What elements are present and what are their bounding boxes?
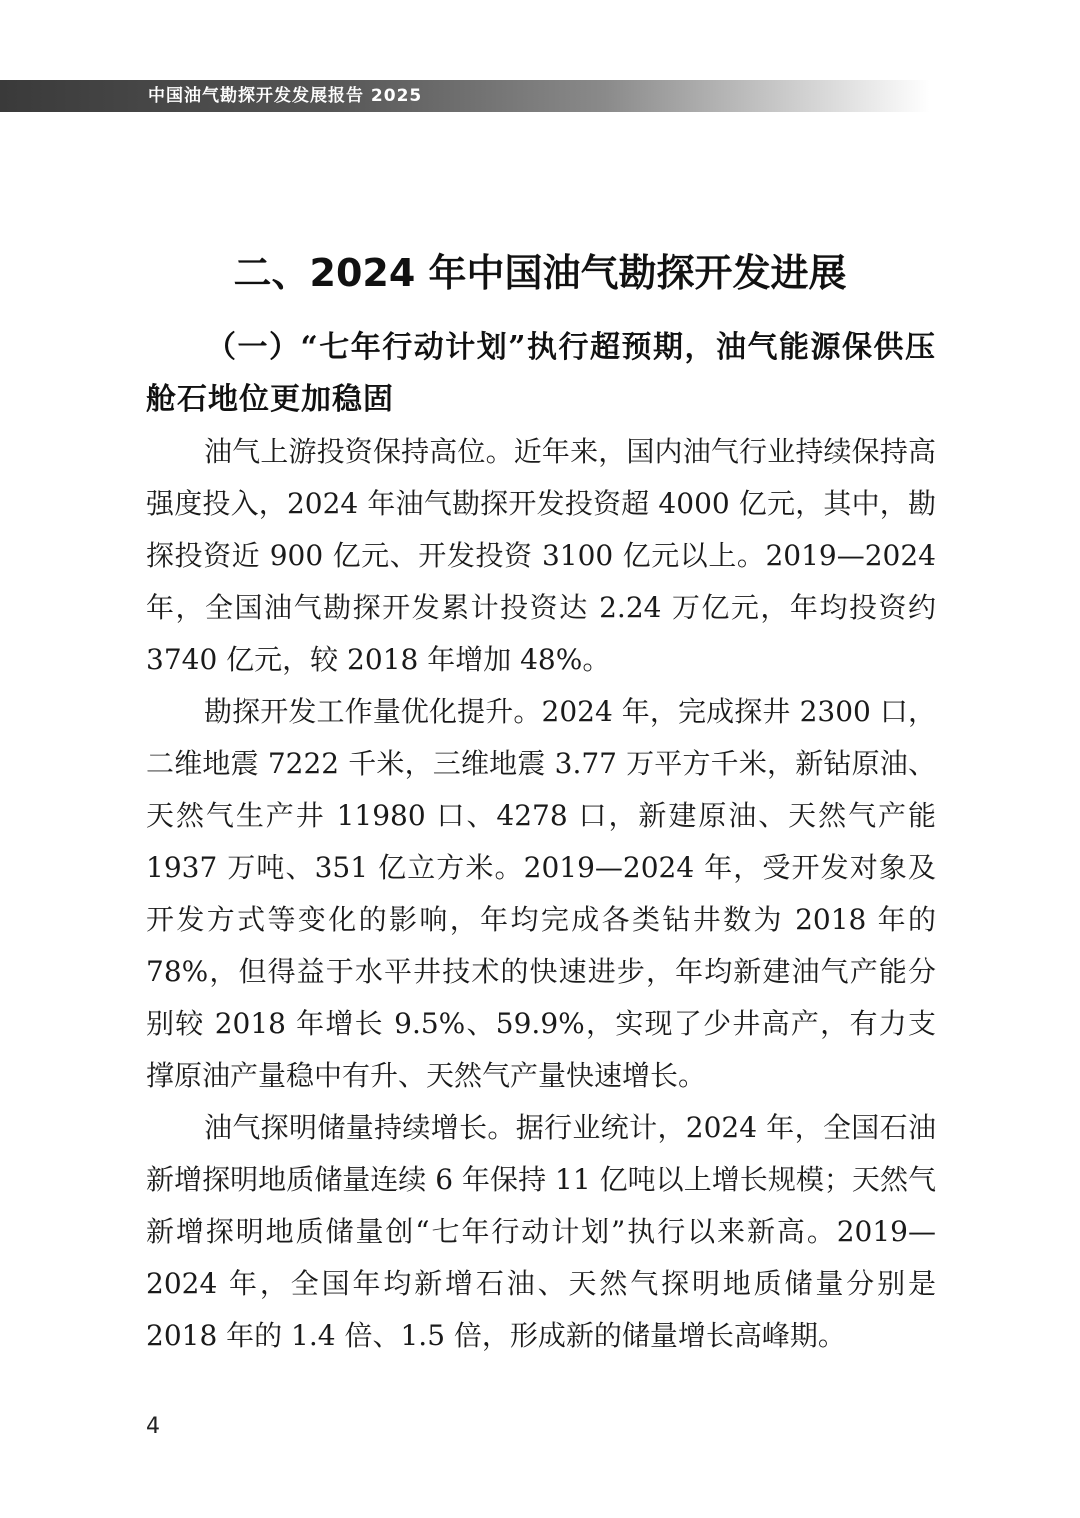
chapter-title: 二、2024 年中国油气勘探开发进展 <box>233 251 847 296</box>
page-body <box>146 322 936 1362</box>
paragraph-investment: 油气上游投资保持高位。近年来，国内油气行业持续保持高强度投入，2024 年油气勘探开发投资超 4000 亿元，其中，勘探投资近 900 亿元、开发投资 3100 亿元以上。2019—2024 年，全国油气勘探开发累计投资达 2.24 万亿元，年均投资约 3740 亿元，较 2018 年增加 48%。 <box>146 435 936 676</box>
running-header-band <box>0 80 930 112</box>
paragraph-workload: 勘探开发工作量优化提升。2024 年，完成探井 2300 口，二维地震 7222 千米，三维地震 3.77 万平方千米，新钻原油、天然气生产井 11980 口、4278 口，新建原油、天然气产能 1937 万吨、351 亿立方米。2019—2024 年，受开发对象及开发方式等变化的影响，年均完成各类钻井数为 2018 年的 78%，但得益于水平井技术的快速进步，年均新建油气产能分别较 2018 年增长 9.5%、59.9%，实现了少井高产，有力支撑原油产量稳中有升、天然气产量快速增长。 <box>146 695 936 1092</box>
section-title: （一）“七年行动计划”执行超预期，油气能源保供压舱石地位更加稳固 <box>146 330 936 417</box>
running-header-title: 中国油气勘探开发发展报告 2025 <box>148 86 423 106</box>
page-number: 4 <box>146 1414 160 1439</box>
paragraph-reserves: 油气探明储量持续增长。据行业统计，2024 年，全国石油新增探明地质储量连续 6 年保持 11 亿吨以上增长规模；天然气新增探明地质储量创“七年行动计划”执行以来新高。2019—2024 年，全国年均新增石油、天然气探明地质储量分别是 2018 年的 1.4 倍、1.5 倍，形成新的储量增长高峰期。 <box>146 1111 936 1352</box>
